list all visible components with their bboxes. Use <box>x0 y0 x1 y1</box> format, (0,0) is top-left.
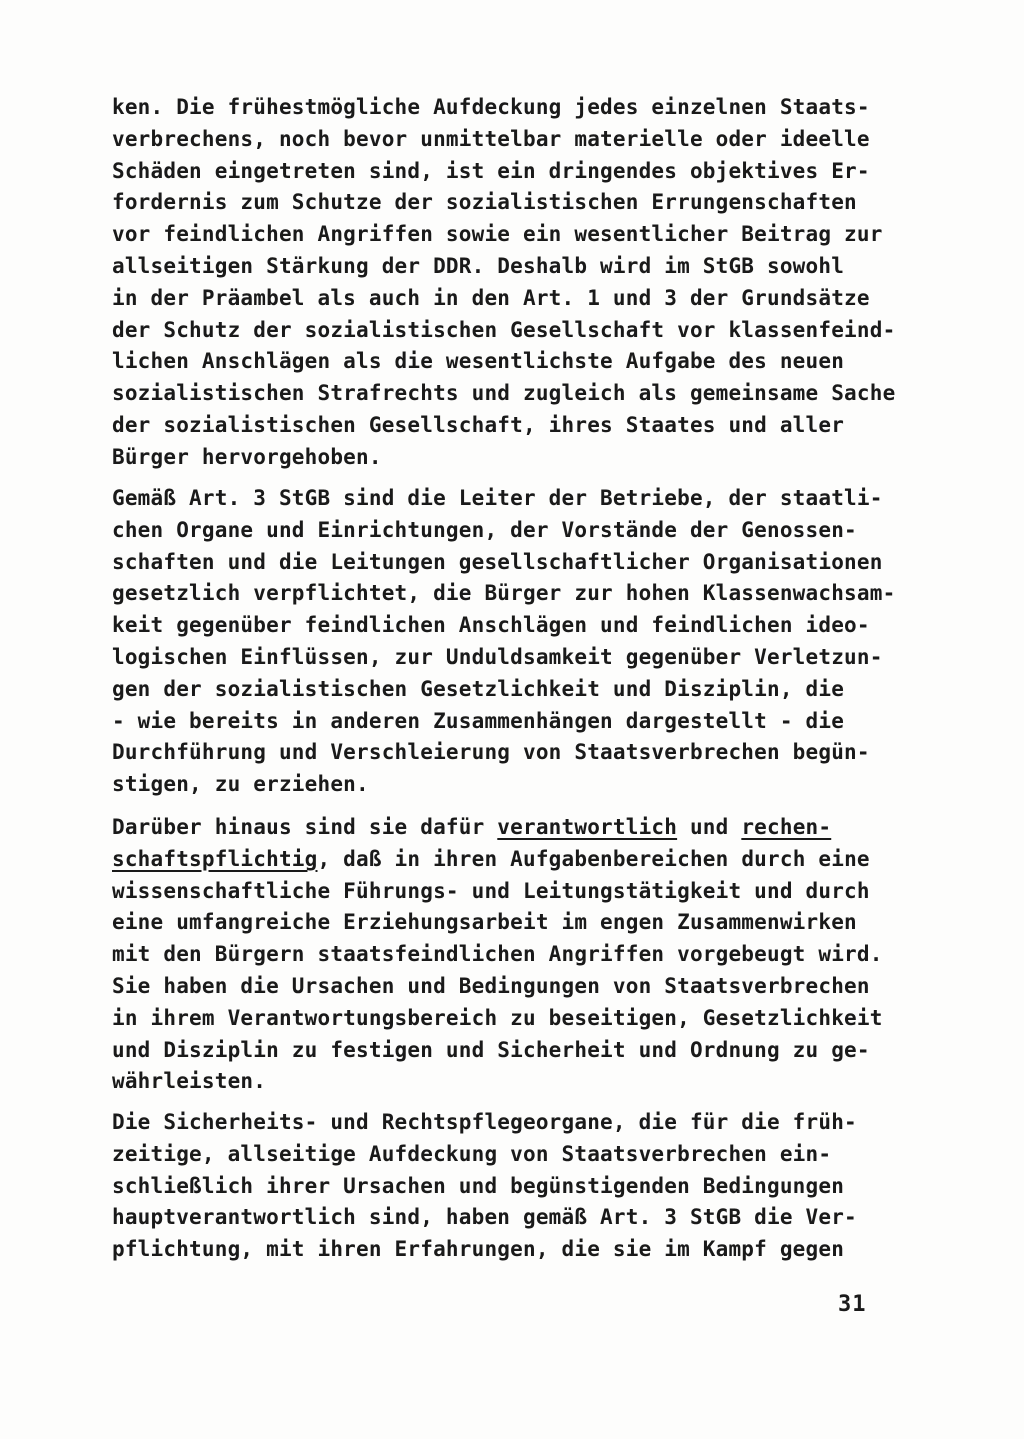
paragraph-1 <box>112 92 912 474</box>
text-line: - wie bereits in anderen Zusammenhängen dargestellt - die <box>112 708 845 733</box>
text-line: pflichtung, mit ihren Erfahrungen, die sie im Kampf gegen <box>112 1237 845 1262</box>
text-line: wissenschaftliche Führungs- und Leitungstätigkeit und durch <box>112 878 870 903</box>
paragraph-4 <box>112 1107 912 1266</box>
text-line: sozialistischen Strafrechts und zugleich als gemeinsame Sache <box>112 381 896 406</box>
text-line: Sie haben die Ursachen und Bedingungen von Staatsverbrechen <box>112 973 870 998</box>
text-line: Schäden eingetreten sind, ist ein dringendes objektives Er- <box>112 158 870 183</box>
text-line: fordernis zum Schutze der sozialistischen Errungenschaften <box>112 190 857 215</box>
text-line: währleisten. <box>112 1069 267 1094</box>
text-line: Gemäß Art. 3 StGB sind die Leiter der Betriebe, der staatli- <box>112 486 883 510</box>
text-line: eine umfangreiche Erziehungsarbeit im engen Zusammenwirken <box>112 910 857 935</box>
page-number: 31 <box>838 1292 867 1317</box>
text-line: verbrechens, noch bevor unmittelbar materielle oder ideelle <box>112 126 870 151</box>
text-segment: Darüber hinaus sind sie dafür <box>112 815 498 839</box>
text-line: gen der sozialistischen Gesetzlichkeit und Disziplin, die <box>112 676 845 701</box>
text-line: stigen, zu erziehen. <box>112 772 369 797</box>
text-line: hauptverantwortlich sind, haben gemäß Art. 3 StGB die Ver- <box>112 1205 857 1230</box>
paragraph-3 <box>112 812 912 1098</box>
text-line: keit gegenüber feindlichen Anschlägen und feindlichen ideo- <box>112 613 870 638</box>
text-line: in der Präambel als auch in den Art. 1 und 3 der Grundsätze <box>112 285 870 310</box>
text-line: mit den Bürgern staatsfeindlichen Angriffen vorgebeugt wird. <box>112 942 883 967</box>
underlined-term-verantwortlich: verantwortlich <box>497 815 678 839</box>
underlined-term-schaftspflichtig: schaftspflichtig <box>112 846 318 871</box>
text-line <box>112 812 912 844</box>
text-line: Bürger hervorgehoben. <box>112 444 382 469</box>
text-line: in ihrem Verantwortungsbereich zu beseitigen, Gesetzlichkeit <box>112 1005 883 1030</box>
text-line: der sozialistischen Gesellschaft, ihres Staates und aller <box>112 412 845 437</box>
text-line: der Schutz der sozialistischen Gesellschaft vor klassenfeind- <box>112 317 896 342</box>
text-line: logischen Einflüssen, zur Unduldsamkeit gegenüber Verletzun- <box>112 644 883 669</box>
text-line: und Disziplin zu festigen und Sicherheit und Ordnung zu ge- <box>112 1037 870 1062</box>
text-line: vor feindlichen Angriffen sowie ein wesentlicher Beitrag zur <box>112 222 883 247</box>
paragraph-2 <box>112 483 912 801</box>
text-line: chen Organe und Einrichtungen, der Vorstände der Genossen- <box>112 517 857 542</box>
text-line: gesetzlich verpflichtet, die Bürger zur hohen Klassenwachsam- <box>112 581 896 606</box>
underlined-term-rechen: rechen- <box>741 815 832 839</box>
text-segment: , daß in ihren Aufgabenbereichen durch eine <box>317 846 870 871</box>
text-line <box>112 844 912 876</box>
text-segment: und <box>677 815 742 839</box>
text-line: schließlich ihrer Ursachen und begünstigenden Bedingungen <box>112 1173 845 1198</box>
text-line: Die Sicherheits- und Rechtspflegeorgane, die für die früh- <box>112 1110 857 1134</box>
text-line: ken. Die frühestmögliche Aufdeckung jedes einzelnen Staats- <box>112 95 870 119</box>
text-line: allseitigen Stärkung der DDR. Deshalb wird im StGB sowohl <box>112 253 845 278</box>
text-line: Durchführung und Verschleierung von Staatsverbrechen begün- <box>112 740 870 765</box>
text-line: lichen Anschlägen als die wesentlichste Aufgabe des neuen <box>112 349 845 374</box>
text-line: zeitige, allseitige Aufdeckung von Staatsverbrechen ein- <box>112 1141 832 1166</box>
text-line: schaften und die Leitungen gesellschaftlicher Organisationen <box>112 549 883 574</box>
